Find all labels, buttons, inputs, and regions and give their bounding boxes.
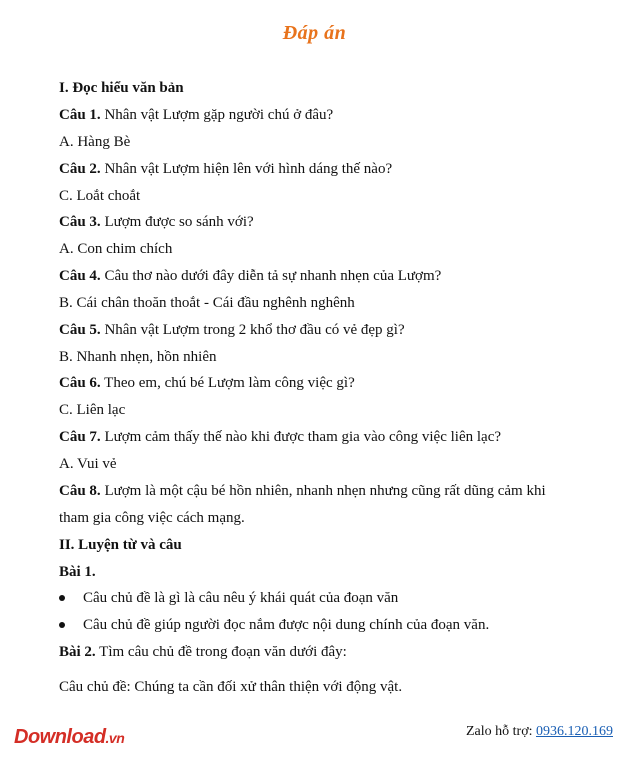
answer-6: C. Liên lạc xyxy=(59,402,126,418)
bullet-icon xyxy=(59,595,65,601)
bullet-text: Câu chủ đề là gì là câu nêu ý khái quát của đoạn văn xyxy=(83,590,399,606)
answer-5: B. Nhanh nhẹn, hồn nhiên xyxy=(59,349,217,365)
download-logo[interactable] xyxy=(14,726,124,749)
bai-2-answer: Câu chủ đề: Chúng ta cần đối xử thân thiện với động vật. xyxy=(59,679,403,695)
question-text: Theo em, chú bé Lượm làm công việc gì? xyxy=(104,375,355,391)
question-label: Câu 4. xyxy=(59,268,101,284)
bai-2-label: Bài 2. xyxy=(59,644,96,660)
page-title: Đáp án xyxy=(282,22,347,44)
question-3 xyxy=(59,212,254,232)
answer-1: A. Hàng Bè xyxy=(59,134,131,150)
question-text: Nhân vật Lượm hiện lên với hình dáng thế nào? xyxy=(104,161,393,177)
question-text: Lượm được so sánh với? xyxy=(104,214,254,230)
question-1 xyxy=(59,105,333,125)
question-8 xyxy=(59,481,546,501)
question-label: Câu 2. xyxy=(59,161,101,177)
answer-4: B. Cái chân thoăn thoắt - Cái đầu nghênh nghênh xyxy=(59,295,355,311)
question-label: Câu 5. xyxy=(59,322,101,338)
logo-main: Download xyxy=(14,726,106,748)
question-label: Câu 1. xyxy=(59,107,101,123)
question-7 xyxy=(59,427,501,447)
zalo-label: Zalo hỗ trợ: xyxy=(466,724,533,739)
question-6 xyxy=(59,373,355,393)
answer-7: A. Vui vẻ xyxy=(59,456,117,472)
bai-2-text: Tìm câu chủ đề trong đoạn văn dưới đây: xyxy=(99,644,347,660)
bullet-item xyxy=(59,588,398,608)
question-5 xyxy=(59,320,405,340)
question-text: Lượm cảm thấy thế nào khi được tham gia vào công việc liên lạc? xyxy=(104,429,502,445)
bai-1-label: Bài 1. xyxy=(59,564,96,580)
question-label: Câu 7. xyxy=(59,429,101,445)
question-4 xyxy=(59,266,441,286)
question-text: Lượm là một cậu bé hồn nhiên, nhanh nhẹn nhưng cũng rất dũng cảm khi xyxy=(104,483,546,499)
question-label: Câu 6. xyxy=(59,375,101,391)
section-2-heading: II. Luyện từ và câu xyxy=(59,537,182,553)
question-8-continued: tham gia công việc cách mạng. xyxy=(59,510,245,526)
section-1-heading: I. Đọc hiểu văn bản xyxy=(59,80,184,96)
zalo-phone-link[interactable]: 0936.120.169 xyxy=(536,724,613,739)
zalo-support xyxy=(466,724,613,740)
bai-2 xyxy=(59,642,347,662)
question-label: Câu 8. xyxy=(59,483,101,499)
bullet-icon xyxy=(59,622,65,628)
question-text: Câu thơ nào dưới đây diễn tả sự nhanh nhẹn của Lượm? xyxy=(104,268,442,284)
question-label: Câu 3. xyxy=(59,214,101,230)
question-2 xyxy=(59,159,392,179)
answer-3: A. Con chim chích xyxy=(59,241,173,257)
question-text: Nhân vật Lượm trong 2 khổ thơ đầu có vẻ đẹp gì? xyxy=(104,322,405,338)
bullet-text: Câu chủ đề giúp người đọc nắm được nội dung chính của đoạn văn. xyxy=(83,617,490,633)
question-text: Nhân vật Lượm gặp người chú ở đâu? xyxy=(104,107,334,123)
logo-tld: .vn xyxy=(105,730,125,746)
bullet-item xyxy=(59,615,489,635)
answer-2: C. Loắt choắt xyxy=(59,188,141,204)
